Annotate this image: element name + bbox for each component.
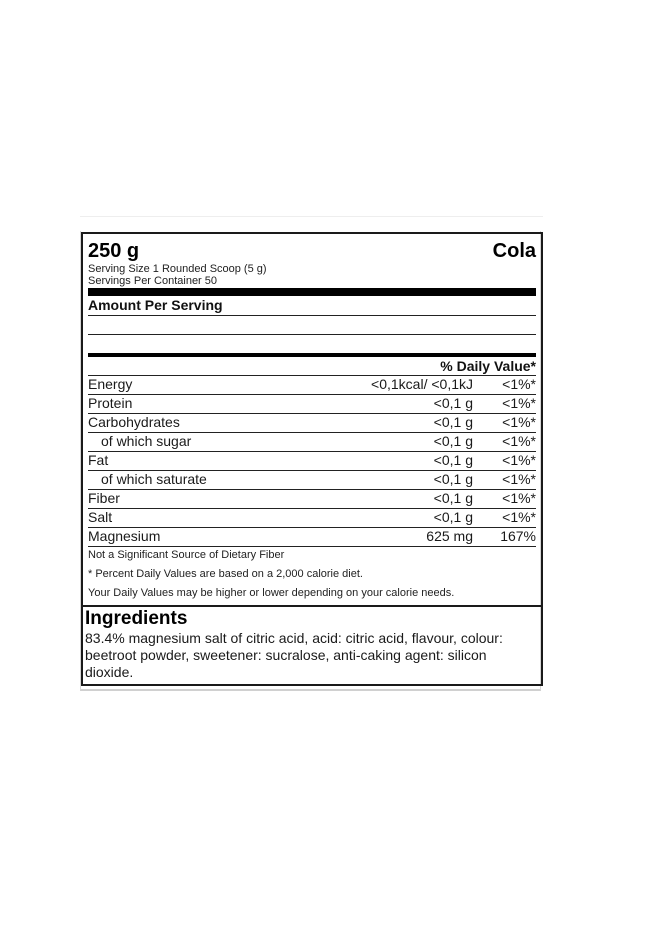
nutrient-amount: <0,1 g — [433, 490, 473, 506]
nutrient-row-carbohydrates — [88, 414, 536, 433]
ingredients-panel — [81, 605, 543, 686]
nutrient-amount: <0,1 g — [433, 414, 473, 430]
nutrient-row-saturate — [88, 471, 536, 490]
nutrient-name: Fiber — [88, 490, 120, 506]
nutrient-dv: <1%* — [502, 490, 536, 506]
nutrient-dv: <1%* — [502, 509, 536, 525]
nutrient-dv: <1%* — [502, 452, 536, 468]
nutrient-name: Protein — [88, 395, 133, 411]
nutrient-row-salt — [88, 509, 536, 528]
nutrient-amount: <0,1 g — [433, 471, 473, 487]
servings-per-container: Servings Per Container 50 — [88, 275, 218, 287]
ingredients-text: 83.4% magnesium salt of citric acid, acid: citric acid, flavour, colour: beetroot powder, sweetener: sucralose, anti-caking agent: silicon dioxide. — [85, 630, 503, 680]
daily-value-footnote: * Percent Daily Values are based on a 2,000 calorie diet. — [88, 568, 363, 580]
nutrient-dv: <1%* — [502, 471, 536, 487]
blank-row — [88, 335, 536, 357]
top-divider — [80, 216, 543, 217]
nutrient-name: Carbohydrates — [88, 414, 180, 430]
serving-size: Serving Size 1 Rounded Scoop (5 g) — [88, 263, 267, 275]
nutrient-name: Magnesium — [88, 528, 161, 544]
label-header — [88, 237, 536, 263]
flavor-name: Cola — [492, 240, 536, 262]
nutrition-facts-panel — [81, 232, 543, 607]
nutrient-name: Salt — [88, 509, 113, 525]
nutrient-amount: <0,1 g — [433, 433, 473, 449]
nutrient-dv: <1%* — [502, 414, 536, 430]
amount-per-serving: Amount Per Serving — [88, 296, 536, 316]
nutrient-row-protein — [88, 395, 536, 414]
nutrient-row-fiber — [88, 490, 536, 509]
nutrient-amount: <0,1 g — [433, 509, 473, 525]
fiber-note: Not a Significant Source of Dietary Fiber — [88, 549, 285, 561]
nutrient-dv: <1%* — [502, 395, 536, 411]
blank-row — [88, 316, 536, 335]
nutrient-amount: <0,1 g — [433, 395, 473, 411]
ingredients-title: Ingredients — [85, 608, 188, 629]
nutrient-dv: 167% — [500, 528, 536, 544]
nutrient-row-fat — [88, 452, 536, 471]
calorie-needs-note: Your Daily Values may be higher or lower depending on your calorie needs. — [88, 587, 455, 599]
thick-divider — [88, 288, 536, 296]
nutrient-amount: 625 mg — [426, 528, 473, 544]
nutrient-amount: <0,1kcal/ <0,1kJ — [371, 376, 473, 392]
nutrient-amount: <0,1 g — [433, 452, 473, 468]
nutrient-dv: <1%* — [502, 433, 536, 449]
nutrient-name: Energy — [88, 376, 133, 392]
nutrient-row-energy — [88, 376, 536, 395]
nutrient-dv: <1%* — [502, 376, 536, 392]
nutrient-name: Fat — [88, 452, 109, 468]
nutrient-name: of which sugar — [101, 433, 192, 449]
daily-value-header: % Daily Value* — [88, 357, 536, 376]
net-weight: 250 g — [88, 240, 140, 262]
nutrient-row-magnesium — [88, 528, 536, 547]
nutrient-row-sugar — [88, 433, 536, 452]
nutrient-name: of which saturate — [101, 471, 207, 487]
